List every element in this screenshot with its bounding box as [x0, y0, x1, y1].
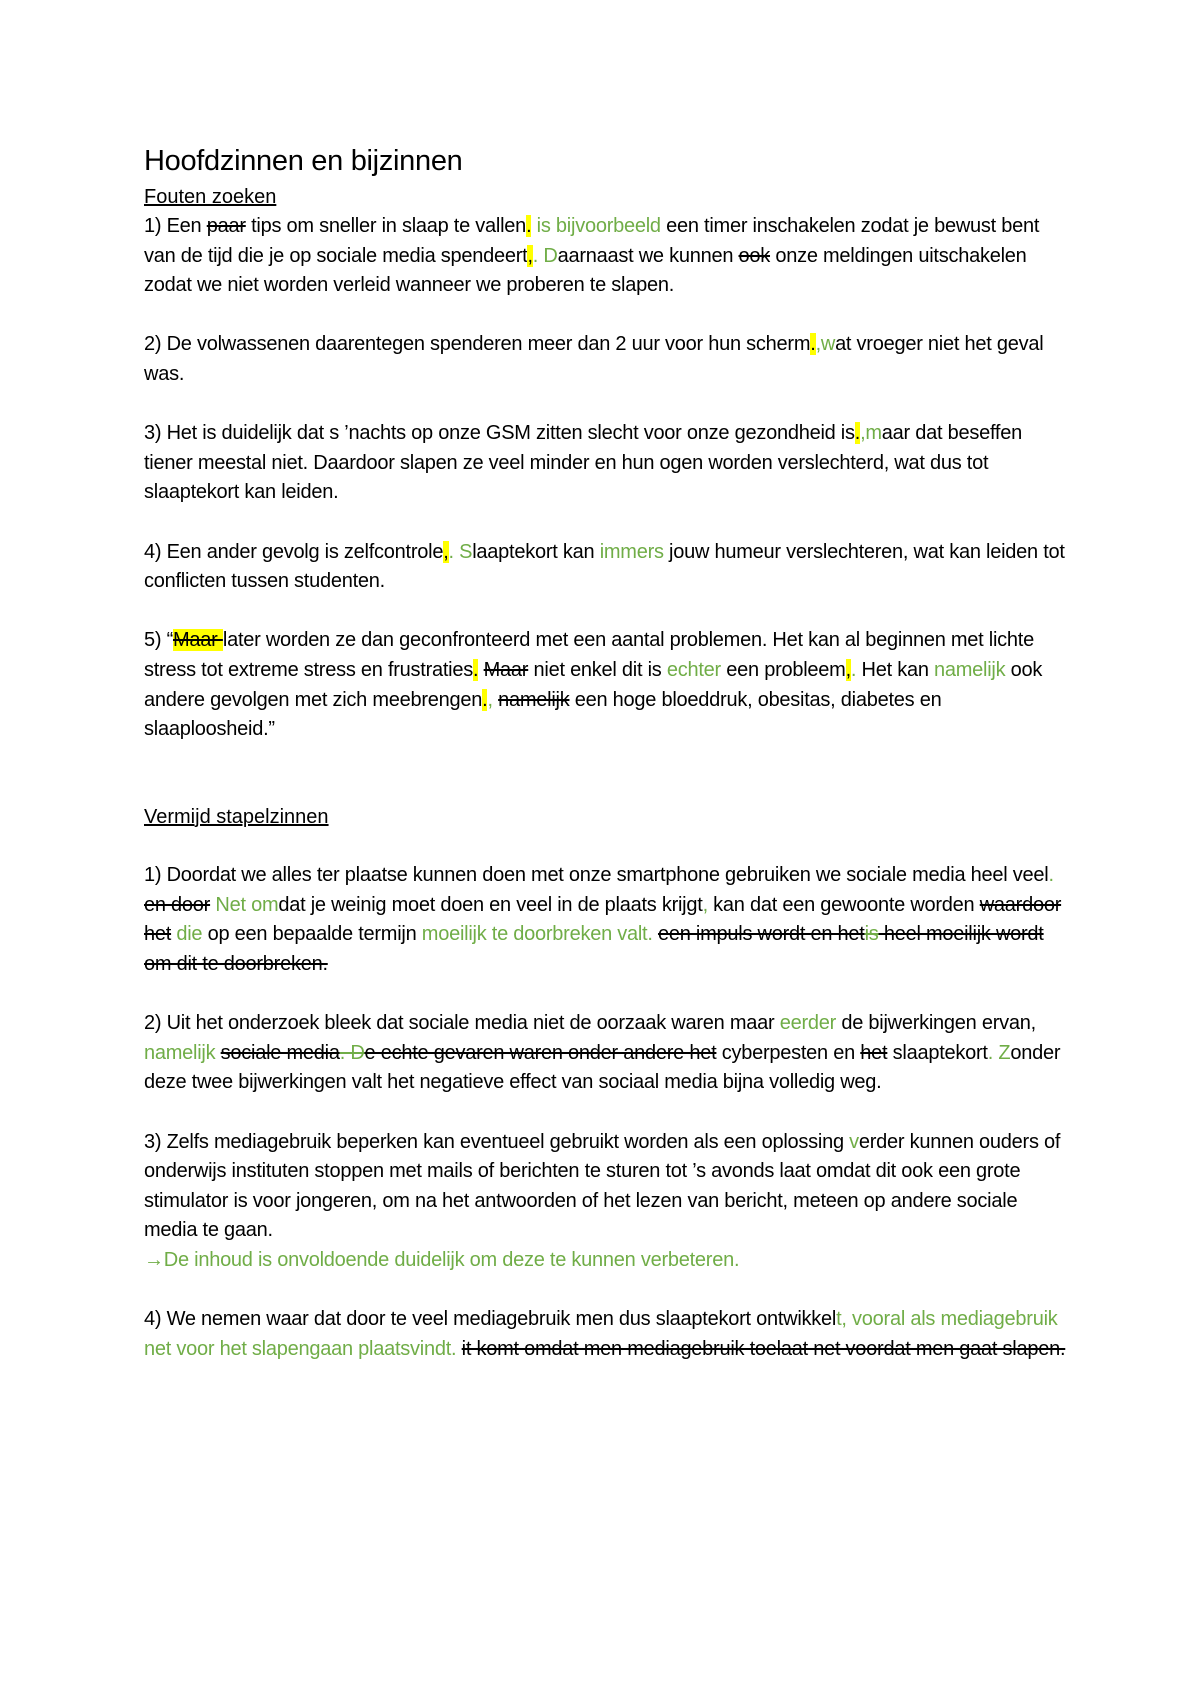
section-heading-fouten-zoeken: Fouten zoeken: [144, 186, 277, 208]
text-run: cyberpesten en: [716, 1041, 861, 1064]
text-run: aarnaast we kunnen: [557, 244, 739, 267]
text-run: 1) Doordat we alles ter plaatse kunnen doen met onze smartphone gebruiken we sociale media heel veel: [144, 864, 1049, 887]
inserted-text-run: die: [171, 923, 203, 946]
inserted-text-run: is bijvoorbeeld: [531, 215, 661, 237]
text-run: niet enkel dit is: [528, 658, 667, 681]
paragraph-fouten-4: [144, 538, 1069, 597]
inserted-text-run: echter: [666, 658, 721, 681]
document-title: Hoofdzinnen en bijzinnen: [144, 145, 463, 177]
deleted-text-run: sociale media: [220, 1041, 340, 1064]
text-run: jouw humeur verslechteren, wat kan leiden tot conflicten tussen studenten.: [144, 540, 1065, 593]
text-run: at vroeger niet het geval was.: [144, 333, 1044, 385]
paragraph-fouten-2: [144, 330, 1069, 389]
inserted-text-run: . Z: [987, 1041, 1011, 1064]
text-run: op een bepaalde termijn: [202, 923, 422, 946]
text-run: 3) Zelfs mediagebruik beperken kan eventueel gebruikt worden als een oplossing: [144, 1130, 850, 1153]
inserted-text-run: immers: [599, 540, 664, 563]
text-run: onze meldingen uitschakelen zodat we niet worden verleid wanneer we proberen te slapen.: [144, 244, 1027, 297]
inserted-text-run: Net om: [210, 893, 279, 916]
highlighted-text-run: ,: [527, 244, 533, 267]
text-run: 2) Uit het onderzoek bleek dat sociale media niet de oorzaak waren maar: [144, 1012, 780, 1035]
deleted-text-run: het: [860, 1041, 888, 1064]
deleted-text-run: en door: [144, 893, 211, 916]
highlighted-text-run: ,: [443, 540, 449, 563]
inserted-text-run: . D: [532, 244, 558, 267]
paragraph-stapel-2: [144, 1009, 1069, 1098]
deleted-text-run: Maar: [483, 658, 529, 681]
inserted-text-run: v: [849, 1130, 859, 1153]
document-body: [144, 143, 1069, 1364]
highlighted-text-run: .: [810, 333, 816, 356]
inserted-text-run: ,w: [815, 333, 836, 356]
deleted-text-run: e echte gevaren waren onder andere het: [364, 1041, 717, 1064]
highlighted-text-run: .: [482, 688, 488, 711]
text-run: 5) “: [144, 629, 173, 652]
inserted-text-run: . S: [448, 540, 473, 563]
text-run: een hoge bloeddruk, obesitas, diabetes en slaaploosheid.”: [144, 688, 942, 741]
text-run: een timer inschakelen zodat je bewust bent van de tijd die je op sociale media spendeert: [144, 215, 1040, 267]
inserted-text-run: →De inhoud is onvoldoende duidelijk om deze te kunnen verbeteren.: [144, 1249, 740, 1271]
text-run: een probleem: [720, 658, 846, 681]
deleted-text-run: is: [864, 923, 879, 946]
text-run: dat je weinig moet doen en veel in de plaats krijgt: [278, 893, 703, 916]
paragraph-fouten-3: [144, 419, 1069, 508]
deleted-text-run: . D: [339, 1041, 365, 1064]
text-run: tips om sneller in slaap te vallen: [245, 215, 527, 237]
paragraph-fouten-1: [144, 212, 1069, 301]
section-spacer: [144, 745, 1069, 803]
paragraph-fouten-5: [144, 626, 1069, 744]
inserted-text-run: moeilijk te doorbreken valt.: [421, 923, 653, 946]
text-run: 4) Een ander gevolg is zelfcontrole: [144, 540, 444, 563]
deleted-text-run: waardoor het: [144, 893, 1062, 946]
text-run: 2) De volwassenen daarentegen spenderen meer dan 2 uur voor hun scherm: [144, 333, 811, 356]
paragraph-stapel-3: [144, 1128, 1069, 1276]
text-run: 1) Een: [144, 215, 207, 237]
deleted-text-run: ook: [738, 244, 771, 267]
text-run: de bijwerkingen ervan,: [836, 1012, 1036, 1035]
deleted-text-run: it komt omdat men mediagebruik toelaat net voordat men gaat slapen.: [461, 1337, 1066, 1360]
highlighted-text-run: ,: [845, 658, 851, 681]
text-run: Het kan: [861, 658, 935, 681]
text-run: 3) Het is duidelijk dat s ’nachts op onze GSM zitten slecht voor onze gezondheid is: [144, 422, 855, 445]
inserted-text-run: namelijk: [144, 1041, 216, 1064]
text-run: 4) We nemen waar dat door te veel mediagebruik men dus slaaptekort ontwikkel: [144, 1308, 837, 1331]
text-run: aar dat beseffen tiener meestal niet. Daardoor slapen ze veel minder en hun ogen worden verslechterd, wat dus tot slaaptekort kan leiden.: [144, 422, 1022, 504]
text-run: laaptekort kan: [472, 540, 600, 563]
inserted-text-run: ,: [702, 893, 708, 916]
inserted-text-run: eerder: [779, 1012, 837, 1035]
deleted-text-run: Maar: [173, 629, 223, 652]
section-fouten-zoeken: [144, 212, 1069, 745]
section-heading-vermijd-stapelzinnen: Vermijd stapelzinnen: [144, 805, 329, 828]
inserted-text-run: .: [1048, 864, 1054, 887]
inserted-text-run: ,m: [860, 422, 882, 445]
inserted-text-run: t, vooral als mediagebruik net voor het slapengaan plaatsvindt.: [144, 1308, 1058, 1360]
text-run: erder kunnen ouders of onderwijs instituten stoppen met mails of berichten te sturen tot ’s avonds laat omdat dit ook een grote stimulator is voor jongeren, om na het antwoorden of het lezen van bericht, meteen op andere sociale media te gaan.: [144, 1130, 1061, 1242]
text-run: later worden ze dan geconfronteerd met een aantal problemen. Het kan al beginnen met lichte stress tot extreme stress en frustraties: [144, 629, 1034, 681]
paragraph-stapel-1: [144, 861, 1069, 979]
inserted-text-run: namelijk: [934, 658, 1006, 681]
section-vermijd-stapelzinnen: [144, 861, 1069, 1364]
text-run: ook andere gevolgen met zich meebrengen: [144, 658, 1043, 711]
text-run: kan dat een gewoonte worden: [707, 893, 980, 916]
highlighted-text-run: .: [526, 215, 532, 237]
deleted-text-run: een impuls wordt en het: [657, 923, 865, 946]
deleted-text-run: namelijk: [498, 688, 570, 711]
paragraph-stapel-4: [144, 1305, 1069, 1364]
text-run: onder deze twee bijwerkingen valt het negatieve effect van sociaal media bijna volledig weg.: [144, 1041, 1061, 1094]
deleted-text-run: heel moeilijk wordt om dit te doorbreken.: [144, 923, 1044, 976]
highlighted-text-run: .: [854, 422, 861, 445]
inserted-text-run: .: [850, 658, 862, 681]
text-run: slaaptekort: [887, 1041, 988, 1064]
inserted-text-run: ,: [487, 688, 499, 711]
deleted-text-run: paar: [206, 215, 246, 237]
highlighted-text-run: .: [473, 658, 479, 681]
